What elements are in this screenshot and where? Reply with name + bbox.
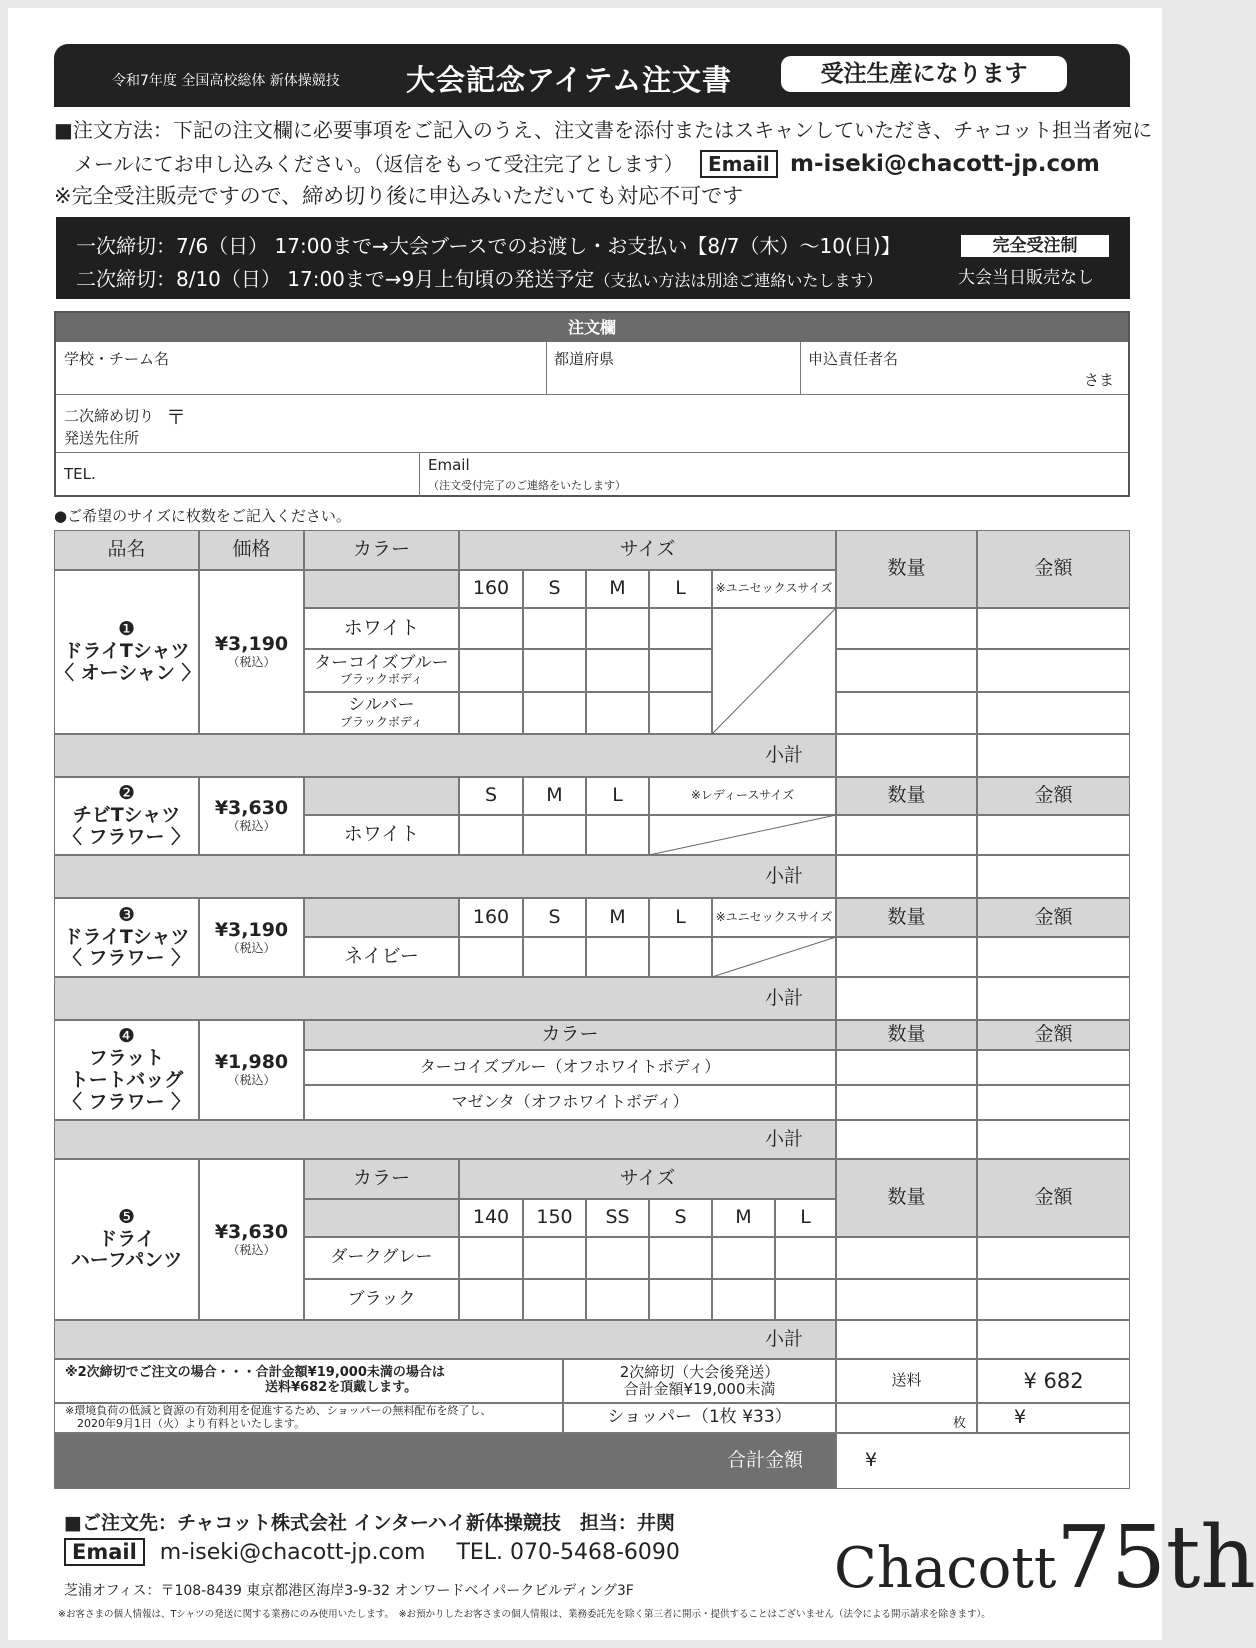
size-note: ※ユニセックスサイズ [712,898,836,937]
qty-total-cell[interactable] [836,815,977,855]
col-header-name: 品名 [54,530,199,570]
qty-cell[interactable] [459,1279,523,1320]
subtotal-amount[interactable] [977,1320,1130,1359]
qty-cell[interactable] [586,649,649,692]
color-silver [304,692,459,734]
col-header-color: カラー [304,1159,459,1199]
col-header-qty: 数量 [836,898,977,937]
shipping-condition-line1: 2次締切（大会後発送） [619,1362,780,1381]
qty-cell[interactable] [586,1237,649,1279]
col-header-qty: 数量 [836,1020,977,1050]
product-4-price-value: ¥1,980 [214,1051,289,1074]
subtotal-qty[interactable] [836,734,977,777]
privacy-note: ※お客さまの個人情報は、Tシャツの発送に関する業務にのみ使用いたします。 ※お預かりしたお客さまの個人情報は、業務委託先を除く第三者に開示・提供することはございません（法令による開示請求を除きます）。 [58,1609,991,1620]
product-2-title: チビTシャツ [72,804,181,827]
address-label: 二次締め切り [64,407,155,425]
second-deadline [76,263,882,292]
qty-cell[interactable] [459,692,523,734]
order-only-badge: 完全受注制 [961,235,1109,257]
made-to-order-badge: 受注生産になります [781,56,1067,92]
product-1-name [54,570,199,734]
qty-cell[interactable] [712,1279,775,1320]
school-team-field[interactable]: 学校・チーム名 [64,350,170,368]
size-label: L [586,777,649,815]
col-header-amount: 金額 [977,777,1130,815]
tax-note: （税込） [227,940,276,955]
order-form [54,311,1130,497]
subtotal-label: 小計 [54,855,836,898]
no-onsite-sales: 大会当日販売なし [958,268,1094,288]
amount-cell[interactable] [977,815,1130,855]
honorific: さま [1084,371,1115,389]
product-5-price-value: ¥3,630 [214,1220,289,1243]
size-label: 140 [459,1199,523,1237]
order-method-line2: メールにてお申し込みください。（返信をもって受注完了とします） [74,152,684,176]
size-label: SS [586,1199,649,1237]
product-2-price-value: ¥3,630 [214,797,289,820]
qty-cell[interactable] [649,649,712,692]
product-3-price [199,898,304,977]
order-form-title: 注文欄 [56,313,1128,342]
subtotal-qty[interactable] [836,1320,977,1359]
shipping-condition [563,1359,836,1403]
qty-cell[interactable] [649,608,712,649]
size-label: L [649,570,712,608]
email-field-note: （注文受付完了のご連絡をいたします） [428,479,626,492]
product-3-name [54,898,199,977]
subtotal-amount[interactable] [977,977,1130,1020]
qty-cell[interactable] [649,1279,712,1320]
shipping-note-line1: ※2次締切でご注文の場合・・・合計金額¥19,000未満の場合は [65,1365,445,1381]
subtotal-label: 小計 [54,1320,836,1359]
amount-cell[interactable] [977,1279,1130,1320]
shopper-note-line2: 2020年9月1日（火）より有料といたします。 [77,1417,306,1430]
qty-cell[interactable] [459,649,523,692]
product-2-price [199,777,304,855]
col-header-amount: 金額 [977,1159,1130,1237]
body-color: ブラックボディ [340,714,423,729]
qty-cell[interactable] [586,608,649,649]
shopper-note-line1: ※環境負荷の低減と資源の有効利用を促進するため、ショッパーの無料配布を終了し、 [65,1404,492,1418]
col-header-size: サイズ [459,530,836,570]
qty-total-cell[interactable] [836,1279,977,1320]
qty-cell[interactable] [649,937,712,977]
tel-field[interactable]: TEL. [64,465,96,483]
order-sheet [8,8,1256,1640]
product-5-price [199,1159,304,1320]
second-deadline-note: （支払い方法は別途ご連絡いたします） [594,271,883,290]
size-label: M [586,570,649,608]
size-label: S [523,898,586,937]
qty-total-cell[interactable] [836,692,977,734]
product-1-price-value: ¥3,190 [214,633,289,656]
qty-cell[interactable] [775,1279,836,1320]
qty-cell[interactable] [712,1237,775,1279]
col-header-qty: 数量 [836,530,977,608]
contact-email-link[interactable]: m-iseki@chacott-jp.com [790,151,1100,177]
size-note: ※ユニセックスサイズ [712,570,836,608]
product-1-price [199,570,304,734]
qty-cell[interactable] [523,692,586,734]
product-3-price-value: ¥3,190 [214,918,289,941]
na-cell [649,815,836,855]
subtotal-amount[interactable] [977,855,1130,898]
size-label: 160 [459,570,523,608]
product-4-title-2: トートバッグ [69,1069,184,1091]
qty-total-cell[interactable] [836,1085,977,1120]
qty-cell[interactable] [523,649,586,692]
logo-75th: 75th [1056,1508,1256,1608]
product-3-number: ❸ [117,903,136,926]
shipping-note-line2: 送料¥682を頂戴します。 [265,1380,418,1395]
qty-cell[interactable] [459,937,523,977]
product-4-title: フラット [88,1047,165,1070]
size-label: M [712,1199,775,1237]
qty-cell[interactable] [649,692,712,734]
qty-cell[interactable] [523,937,586,977]
col-header-qty: 数量 [836,777,977,815]
product-5-name [54,1159,199,1320]
product-5-number: ❺ [117,1205,136,1228]
qty-cell[interactable] [586,815,649,855]
color-white: ホワイト [304,608,459,649]
col-header-color: カラー [304,530,459,570]
footer-email-link[interactable]: m-iseki@chacott-jp.com [159,1540,426,1565]
logo-text: Chacott [834,1536,1057,1601]
color-magenta: マゼンタ（オフホワイトボディ） [304,1085,836,1120]
form-row-2[interactable] [56,394,1128,453]
subtotal-amount[interactable] [977,1120,1130,1159]
tax-note: （税込） [227,819,276,834]
na-cell [712,937,836,977]
product-5-title: ドライ [98,1227,155,1250]
product-4-price [199,1020,304,1120]
color-blank [304,898,459,937]
prefecture-field[interactable]: 都道府県 [554,350,615,368]
page-title: 大会記念アイテム注文書 [406,63,732,97]
col-header-qty: 数量 [836,1159,977,1237]
color-turquoise [304,649,459,692]
na-cell [712,608,836,734]
chacott-75th-logo [834,1508,1256,1608]
divider [800,342,801,394]
subtotal-qty[interactable] [836,977,977,1020]
shipping-fee-value: ¥ 682 [977,1359,1130,1403]
office-address: 芝浦オフィス：〒108-8439 東京都港区海岸3-9-32 オンワードベイパークビルディング3F [64,1583,634,1599]
shopper-bag-label: ショッパー（1枚 ¥33） [563,1403,836,1433]
product-1-variant: 〈 オーシャン 〉 [55,661,201,684]
product-4-variant: 〈 フラワー 〉 [62,1090,191,1113]
subtotal-label: 小計 [54,977,836,1020]
qty-cell[interactable] [523,1237,586,1279]
qty-cell[interactable] [523,815,586,855]
qty-cell[interactable] [459,608,523,649]
size-label: 150 [523,1199,586,1237]
qty-total-cell[interactable] [836,1237,977,1279]
email-field[interactable]: Email [428,456,470,474]
body-color: ブラックボディ [340,672,423,687]
product-2-number: ❷ [117,782,136,805]
qty-cell[interactable] [523,1279,586,1320]
subtotal-label: 小計 [54,1120,836,1159]
total-label: 合計金額 [54,1433,836,1489]
qty-total-cell[interactable] [836,649,977,692]
footer-email-label: Email [64,1538,145,1566]
shopper-amount-field[interactable]: ¥ [977,1403,1130,1433]
col-header-amount: 金額 [977,530,1130,608]
size-label: M [523,777,586,815]
divider [546,342,547,394]
product-3-variant: 〈 フラワー 〉 [62,947,191,970]
color-blank [304,777,459,815]
order-method-text: ■注文方法：下記の注文欄に必要事項をご記入のうえ、注文書を添付またはスキャンしていただき、チャコット担当者宛に [54,118,1153,142]
color-turquoise: ターコイズブルー（オフホワイトボディ） [304,1050,836,1085]
footer-tel: TEL. 070-5468-6090 [456,1540,680,1565]
col-header-amount: 金額 [977,898,1130,937]
qty-cell[interactable] [649,1237,712,1279]
product-3-title: ドライTシャツ [63,925,190,948]
col-header-amount: 金額 [977,1020,1130,1050]
size-label: S [649,1199,712,1237]
total-amount-field[interactable]: ¥ [836,1433,1130,1489]
tax-note: （税込） [227,655,276,670]
order-method-text-2 [74,148,1100,177]
postal-mark: 〒 [166,405,186,429]
tax-note: （税込） [227,1242,276,1257]
product-1-number: ❶ [117,618,136,641]
color-silver-label: シルバー [348,695,415,716]
subtotal-label: 小計 [54,734,836,777]
amount-cell[interactable] [977,1050,1130,1085]
product-2-name [54,777,199,855]
product-1-title: ドライTシャツ [63,640,190,663]
amount-cell[interactable] [977,649,1130,692]
amount-cell[interactable] [977,937,1130,977]
applicant-name-field[interactable]: 申込責任者名 [808,350,899,368]
amount-cell[interactable] [977,1237,1130,1279]
qty-cell[interactable] [775,1237,836,1279]
color-dark-gray: ダークグレー [304,1237,459,1279]
shipping-address-field[interactable]: 発送先住所 [64,429,140,447]
amount-cell[interactable] [977,1085,1130,1120]
divider [419,452,420,497]
shipping-note [54,1359,563,1403]
no-late-orders-note: ※完全受注販売ですので、締め切り後に申込みいただいても対応不可です [54,184,744,208]
deadline-box [56,217,1130,299]
size-note: ※レディースサイズ [649,777,836,815]
size-label: L [775,1199,836,1237]
col-header-price: 価格 [199,530,304,570]
qty-total-cell[interactable] [836,608,977,649]
email-label: Email [700,150,778,178]
col-header-color: カラー [304,1020,836,1050]
size-instruction: ●ご希望のサイズに枚数をご記入ください。 [54,507,351,525]
header-bar [54,44,1130,107]
shipping-fee-label: 送料 [836,1359,977,1403]
col-header-size: サイズ [459,1159,836,1199]
qty-cell[interactable] [586,692,649,734]
size-label: 160 [459,898,523,937]
amount-cell[interactable] [977,608,1130,649]
color-navy: ネイビー [304,937,459,977]
shipping-condition-line2: 合計金額¥19,000未満 [623,1380,776,1398]
shopper-note [54,1403,563,1433]
qty-cell[interactable] [523,608,586,649]
product-2-variant: 〈 フラワー 〉 [62,825,191,848]
color-blank [304,1199,459,1237]
second-deadline-main: 二次締切：8/10（日） 17:00まで→9月上旬頃の発送予定 [76,267,595,291]
qty-total-cell[interactable] [836,1050,977,1085]
shopper-count-field[interactable]: 枚 [836,1403,977,1433]
product-order-table [54,530,1130,1489]
color-turquoise-label: ターコイズブルー [314,652,449,673]
color-blank [304,570,459,608]
qty-cell[interactable] [459,815,523,855]
subtotal-amount[interactable] [977,734,1130,777]
amount-cell[interactable] [977,692,1130,734]
color-black: ブラック [304,1279,459,1320]
subtotal-qty[interactable] [836,855,977,898]
size-label: S [459,777,523,815]
qty-cell[interactable] [459,1237,523,1279]
product-4-number: ❹ [117,1025,136,1048]
subtotal-qty[interactable] [836,1120,977,1159]
size-label: L [649,898,712,937]
first-deadline: 一次締切：7/6（日） 17:00まで→大会ブースでのお渡し・お支払い【8/7（木）～10(日)】 [76,234,901,258]
color-white: ホワイト [304,815,459,855]
product-4-name [54,1020,199,1120]
size-label: S [523,570,586,608]
product-5-title-2: ハーフパンツ [70,1249,183,1272]
qty-total-cell[interactable] [836,937,977,977]
tax-note: （税込） [227,1073,276,1088]
qty-cell[interactable] [586,937,649,977]
order-contact: ■ご注文先：チャコット株式会社 インターハイ新体操競技 担当：井関 [64,1512,675,1534]
size-label: M [586,898,649,937]
qty-cell[interactable] [586,1279,649,1320]
header-subtitle: 令和7年度 全国高校総体 新体操競技 [112,73,340,89]
footer-contact-line [64,1540,680,1565]
